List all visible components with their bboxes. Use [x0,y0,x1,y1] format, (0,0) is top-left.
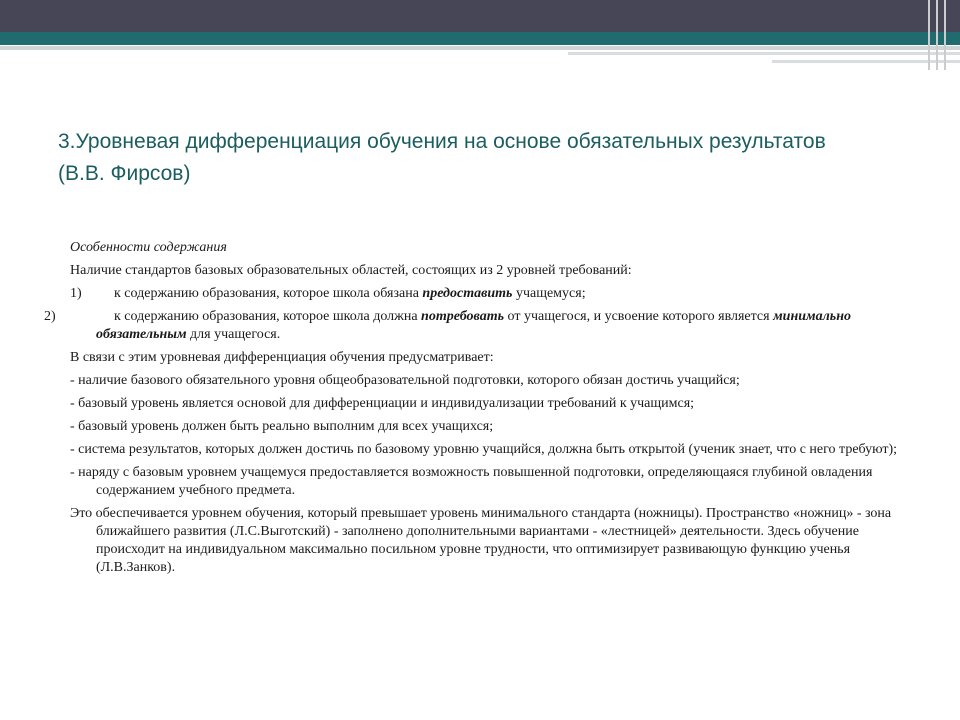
slide-body [44,239,900,582]
header-accent-line [0,46,960,50]
closing-paragraph: Это обеспечивается уровнем обучения, который превышает уровень минимального стандарта (ножницы). Пространство «ножниц» - зона ближайшего развития (Л.С.Выготский) - заполнено дополнительными вариантами - «лестницей» деятельности. Здесь обучение происходит на индивидуальном максимально посильном уровне трудности, что оптимизирует развивающую функцию ученья (Л.В.Занков). [70,506,892,575]
bullet-item: - наряду с базовым уровнем учащемуся предоставляется возможность повышенной подготовки, определяющаяся глубиной овладения содержанием учебного предмета. [70,465,873,498]
list-text: для учащегося. [186,327,281,342]
list-text: к содержанию образования, которое школа должна [114,309,422,324]
emphasis-text: предоставить [422,286,513,301]
lead-paragraph: В связи с этим уровневая дифференциация обучения предусматривает: [70,350,494,365]
slide-title: 3.Уровневая дифференциация обучения на основе обязательных результатов (В.В. Фирсов) [58,130,826,185]
header-dark-band [0,0,960,32]
bullet-item: - система результатов, которых должен достичь по базовому уровню учащийся, должна быть открытой (ученик знает, что с него требуют); [70,442,898,457]
header-teal-band [0,32,960,45]
emphasis-text: минимально обязательным [96,309,851,342]
header-bar [928,0,930,70]
list-text: учащемуся; [512,286,586,301]
header-vertical-bars [922,0,960,70]
bullet-item: - базовый уровень должен быть реально выполним для всех учащихся; [70,419,494,434]
list-item-2 [44,308,900,344]
bullet-item: - наличие базового обязательного уровня общеобразовательной подготовки, которого обязан достичь учащийся; [70,373,740,388]
list-number: 2) [44,309,56,324]
header-bar [944,0,946,70]
list-number: 1) [70,286,82,301]
header-bar [936,0,938,70]
bullet-item: - базовый уровень является основой для дифференциации и индивидуализации требований к учащимся; [70,396,695,411]
intro-paragraph: Наличие стандартов базовых образовательных областей, состоящих из 2 уровней требований: [70,263,632,278]
list-text: от учащегося, и усвоение которого является [504,309,774,324]
section-subheading: Особенности содержания [70,240,227,255]
list-text: к содержанию образования, которое школа обязана [114,286,423,301]
list-item-1 [70,285,900,303]
header-accent-line-short [568,52,960,55]
emphasis-text: потребовать [421,309,505,324]
